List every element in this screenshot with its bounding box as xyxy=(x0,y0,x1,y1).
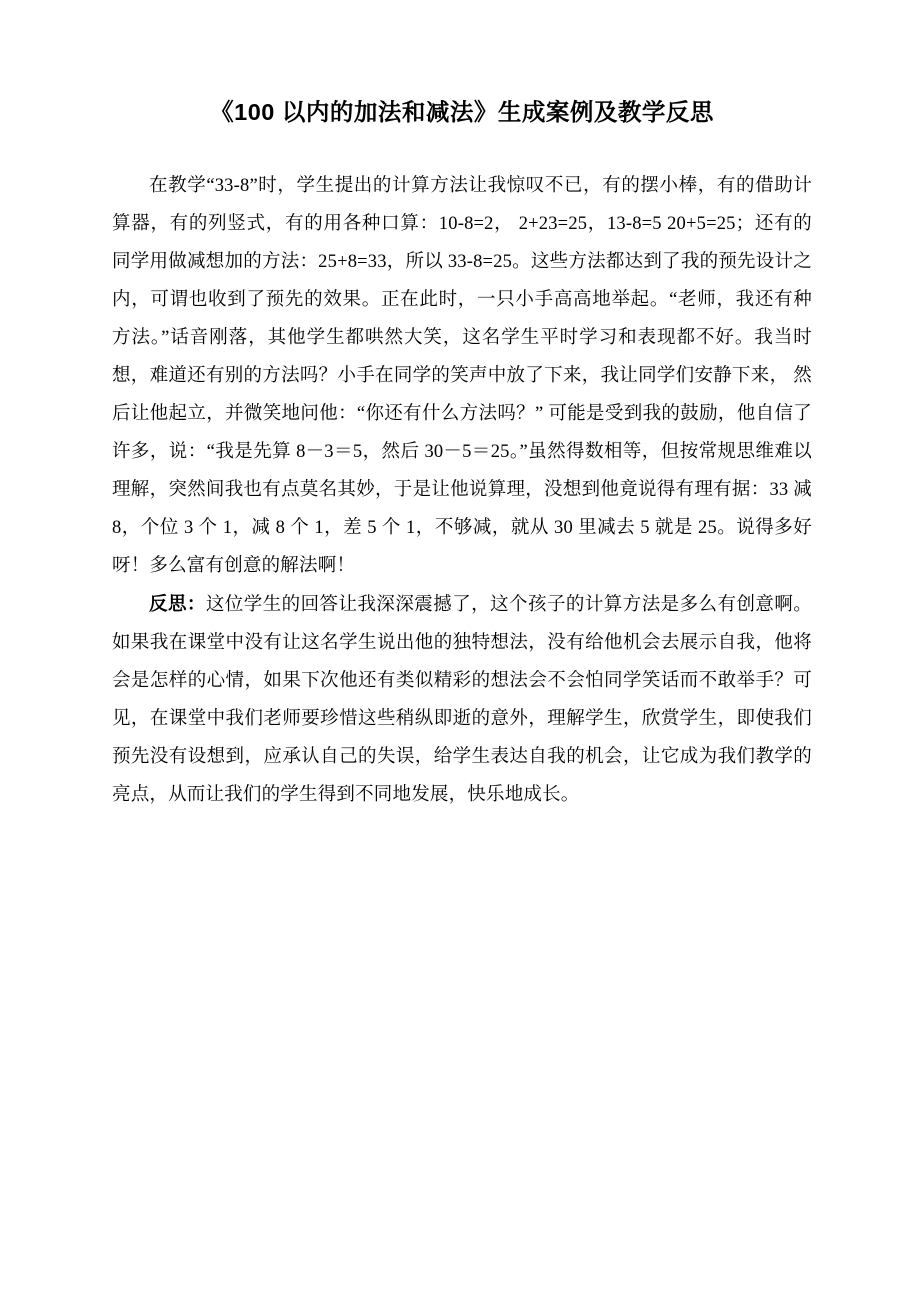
reflection-label: 反思： xyxy=(149,594,206,615)
paragraph-case-body: 在教学“33-8”时，学生提出的计算方法让我惊叹不已，有的摆小棒，有的借助计算器，有的列竖式，有的用各种口算：10-8=2， 2+23=25，13-8=5 20+5=25；还有的同学用做减想加的方法：25+8=33，所以 33-8=25。这些方法都达到了我的预先设计之内，可谓也收到了预先的效果。正在此时，一只小手高高地举起。“老师，我还有种方法。”话音刚落，其他学生都哄然大笑，这名学生平时学习和表现都不好。我当时想，难道还有别的方法吗？小手在同学的笑声中放了下来，我让同学们安静下来， 然后让他起立，并微笑地问他：“你还有什么方法吗？” 可能是受到我的鼓励，他自信了许多，说：“我是先算 8－3＝5，然后 30－5＝25。”虽然得数相等，但按常规思维难以理解，突然间我也有点莫名其妙，于是让他说算理，没想到他竟说得有理有据：33 减 8，个位 3 个 1，减 8 个 1，差 5 个 1，不够减，就从 30 里减去 5 就是 25。说得多好呀！多么富有创意的解法啊！ xyxy=(112,175,812,576)
page-title: 《100 以内的加法和减法》生成案例及教学反思 xyxy=(210,99,714,125)
reflection-text: 这位学生的回答让我深深震撼了，这个孩子的计算方法是多么有创意啊。如果我在课堂中没有让这名学生说出他的独特想法，没有给他机会去展示自我，他将会是怎样的心情，如果下次他还有类似精彩的想法会不会怕同学笑话而不敢举手？可见，在课堂中我们老师要珍惜这些稍纵即逝的意外，理解学生，欣赏学生，即使我们预先没有设想到，应承认自己的失误，给学生表达自我的机会，让它成为我们教学的亮点，从而让我们的学生得到不同地发展，快乐地成长。 xyxy=(112,594,812,805)
page-content xyxy=(112,96,812,815)
paragraph-reflection xyxy=(112,586,812,814)
